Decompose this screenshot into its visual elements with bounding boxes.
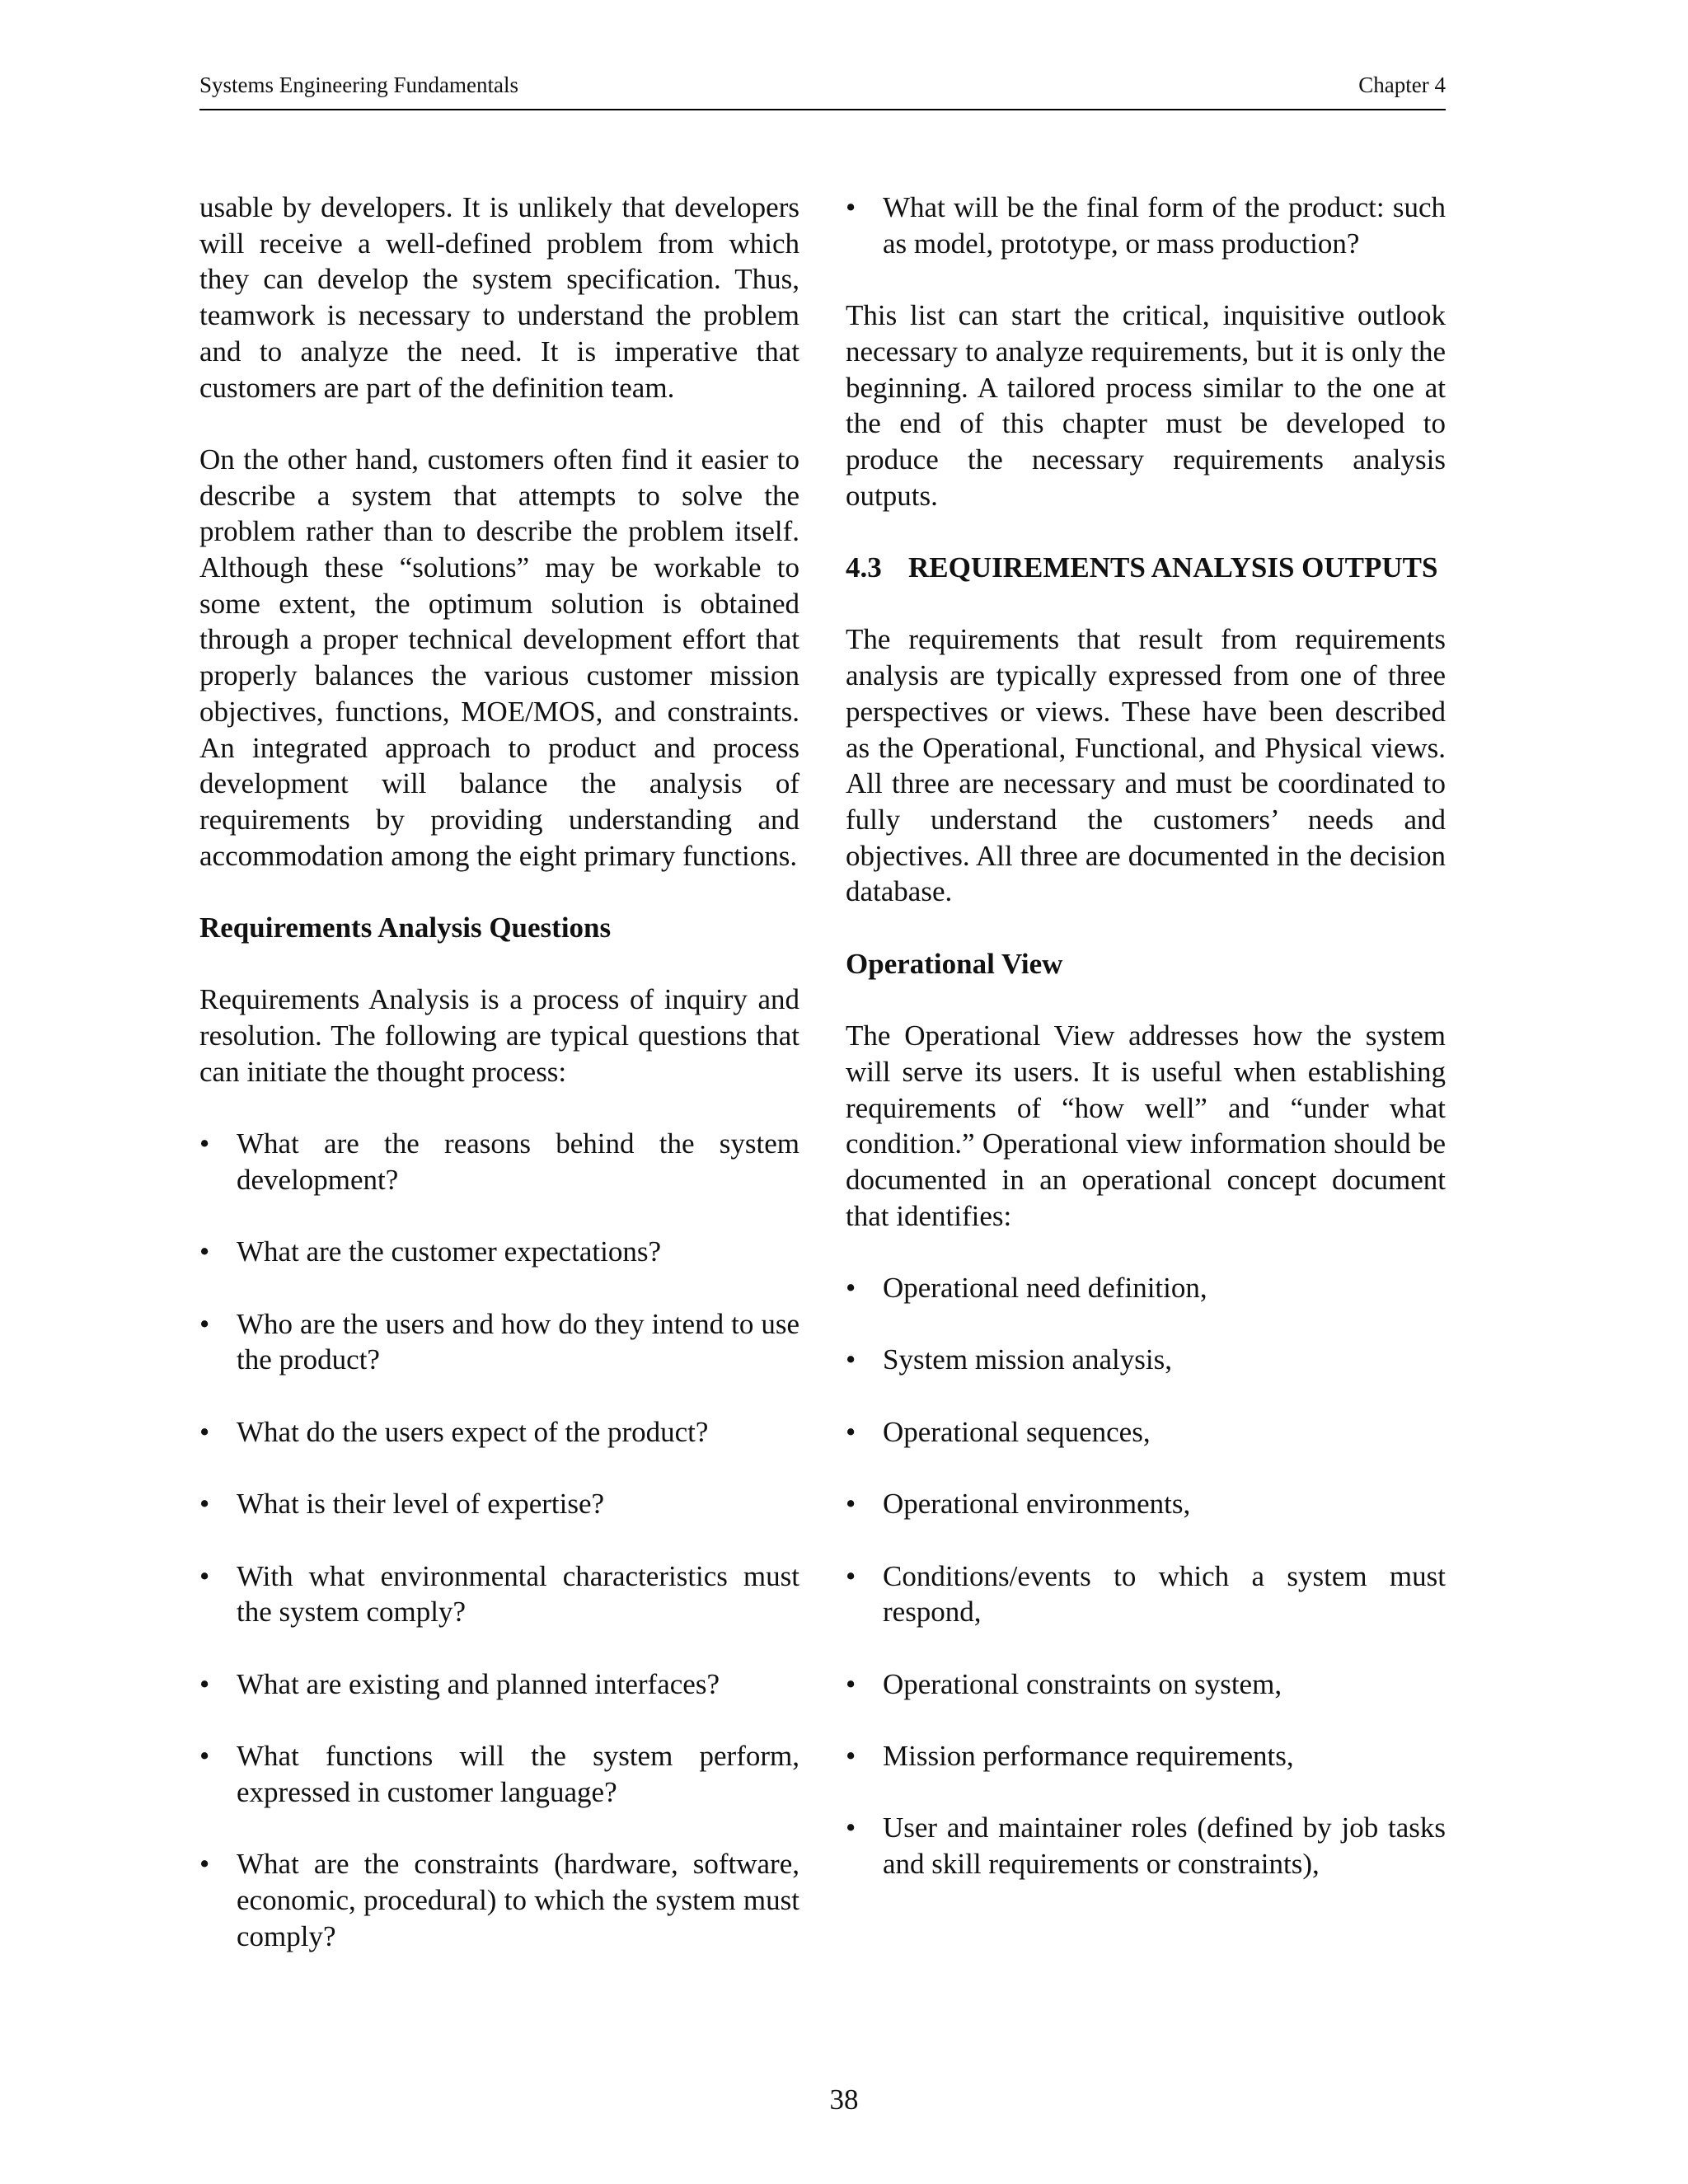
list-item: • Mission performance requirements,	[846, 1738, 1446, 1774]
bullet-icon: •	[846, 1415, 856, 1448]
list-item: • Operational need definition,	[846, 1270, 1446, 1306]
bullet-icon: •	[199, 1559, 210, 1592]
list-item: • What are the customer expectations?	[199, 1234, 799, 1270]
list-item: • With what environmental characteristics must the system comply?	[199, 1559, 799, 1629]
subheading-operational-view: Operational View	[846, 947, 1063, 980]
section-number: 4.3	[846, 551, 882, 583]
list-item: • Conditions/events to which a system must respond,	[846, 1559, 1446, 1629]
paragraph: The requirements that result from requirements analysis are typically expressed from one of three perspectives or views. These have been described as the Operational, Functional, and Physical views. All three are necessary and must be coordinated to fully understand the customers’ needs and objectives. All three are documented in the decision database.	[846, 623, 1446, 908]
list-item: • What is their level of expertise?	[199, 1486, 799, 1522]
bullet-icon: •	[199, 1235, 210, 1268]
bullet-icon: •	[846, 1811, 856, 1844]
list-item: • What do the users expect of the product?	[199, 1414, 799, 1451]
list-item: • What are the constraints (hardware, software, economic, procedural) to which the system must comply?	[199, 1848, 799, 1952]
operational-concept-list	[846, 1270, 1446, 1882]
list-item: • Operational sequences,	[846, 1414, 1446, 1451]
bullet-icon: •	[846, 1667, 856, 1700]
list-item: • Operational environments,	[846, 1486, 1446, 1522]
bullet-icon: •	[199, 1740, 210, 1773]
list-item: • Operational constraints on system,	[846, 1666, 1446, 1703]
paragraph: usable by developers. It is unlikely that developers will receive a well-defined problem from which they can develop the system specification. Thus, teamwork is necessary to understand the problem and to analyze the need. It is imperative that customers are part of the definition team.	[199, 191, 799, 404]
subheading-requirements-analysis-questions: Requirements Analysis Questions	[199, 912, 612, 944]
page-number: 38	[829, 2083, 859, 2116]
questions-list-continued	[846, 190, 1446, 261]
list-item: • System mission analysis,	[846, 1342, 1446, 1378]
bullet-icon: •	[846, 1559, 856, 1592]
list-item: • Who are the users and how do they intend to use the product?	[199, 1307, 799, 1376]
list-item: • What are existing and planned interfaces?	[199, 1666, 799, 1703]
right-column	[846, 190, 1446, 1919]
bullet-icon: •	[199, 1307, 210, 1340]
bullet-icon: •	[199, 1415, 210, 1448]
bullet-icon: •	[199, 1488, 210, 1521]
bullet-icon: •	[846, 1343, 856, 1376]
running-header	[199, 69, 1446, 110]
list-item: • User and maintainer roles (defined by job tasks and skill requirements or constraints),	[846, 1811, 1446, 1881]
bullet-icon: •	[199, 1127, 210, 1160]
bullet-icon: •	[846, 1740, 856, 1773]
list-item: • What are the reasons behind the system development?	[199, 1127, 799, 1196]
paragraph: The Operational View addresses how the system will serve its users. It is useful when establishing requirements of “how well” and “under what condition.” Operational view information should be documented in an operational concept document that identifies:	[846, 1019, 1446, 1232]
chapter-label: Chapter 4	[1358, 73, 1446, 97]
section-heading	[846, 550, 1446, 586]
questions-list	[199, 1126, 799, 1954]
list-item: • What will be the final form of the product: such as model, prototype, or mass production?	[846, 191, 1446, 260]
list-item: • What functions will the system perform, expressed in customer language?	[199, 1740, 799, 1808]
bullet-icon: •	[846, 191, 856, 223]
bullet-icon: •	[846, 1272, 856, 1304]
paragraph: Requirements Analysis is a process of inquiry and resolution. The following are typical questions that can initiate the thought process:	[199, 983, 799, 1088]
bullet-icon: •	[846, 1488, 856, 1521]
book-title: Systems Engineering Fundamentals	[199, 73, 518, 97]
bullet-icon: •	[199, 1848, 210, 1881]
paragraph: On the other hand, customers often find it easier to describe a system that attempts to solve the problem rather than to describe the problem itself. Although these “solutions” may be workable to some extent, the optimum solution is obtained through a proper technical development effort that properly balances the various customer mission objectives, functions, MOE/MOS, and constraints. An integrated approach to product and process development will balance the analysis of requirements by providing understanding and accommodation among the eight primary functions.	[199, 443, 799, 872]
left-column	[199, 190, 799, 1990]
paragraph: This list can start the critical, inquisitive outlook necessary to analyze requirements, but it is only the beginning. A tailored process similar to the one at the end of this chapter must be developed to produce the necessary requirements analysis outputs.	[846, 299, 1446, 512]
section-title: REQUIREMENTS ANALYSIS OUTPUTS	[908, 551, 1438, 583]
bullet-icon: •	[199, 1667, 210, 1700]
